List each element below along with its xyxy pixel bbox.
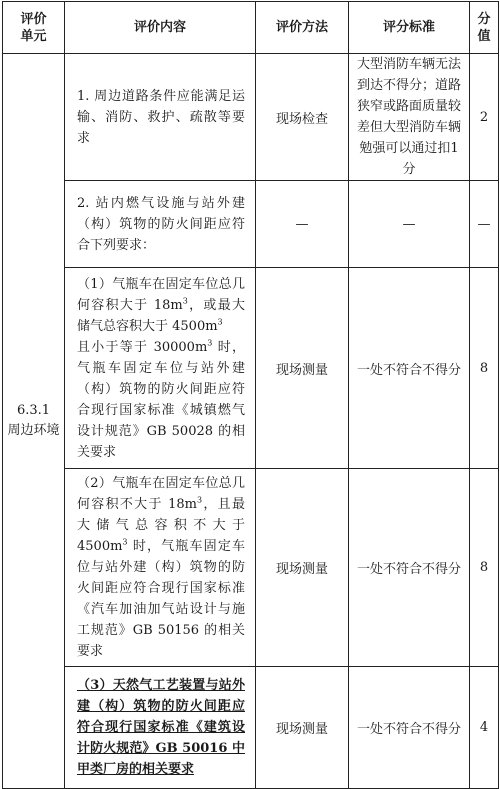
standard-cell: 一处不符合不得分 bbox=[349, 469, 470, 667]
header-standard: 评分标准 bbox=[349, 2, 470, 54]
content-cell: 1. 周边道路条件应能满足运输、消防、救护、疏散等要求 bbox=[65, 54, 256, 181]
method-cell: 现场测量 bbox=[256, 268, 349, 469]
method-cell: 现场测量 bbox=[256, 469, 349, 667]
table-row bbox=[3, 181, 499, 268]
content-text: 且小于等于 30000m bbox=[77, 339, 208, 355]
header-content: 评价内容 bbox=[65, 2, 256, 54]
content-cell bbox=[65, 268, 256, 469]
superscript: 3 bbox=[217, 317, 223, 327]
unit-code: 6.3.1 bbox=[16, 403, 51, 418]
content-cell bbox=[65, 469, 256, 667]
unit-name: 周边环境 bbox=[7, 423, 60, 438]
header-method: 评价方法 bbox=[256, 2, 349, 54]
score-cell: 8 bbox=[470, 268, 499, 469]
content-cell: 2. 站内燃气设施与站外建（构）筑物的防火间距应符合下列要求： bbox=[65, 181, 256, 268]
superscript: 3 bbox=[182, 296, 188, 306]
table-row bbox=[3, 54, 499, 181]
content-text: ，或最大储气总容积大于 4500m bbox=[77, 297, 245, 334]
content-text: （2）气瓶车在固定车位总几何容积不大于 18m bbox=[77, 476, 245, 512]
header-row bbox=[3, 2, 499, 54]
method-cell: — bbox=[256, 181, 349, 268]
score-cell: 2 bbox=[470, 54, 499, 181]
score-cell: — bbox=[470, 181, 499, 268]
unit-cell bbox=[3, 54, 65, 789]
method-cell: 现场测量 bbox=[256, 667, 349, 789]
content-text: ，且最大储气总容积不大于 4500m bbox=[77, 497, 245, 554]
standard-cell: — bbox=[349, 181, 470, 268]
standard-cell: 大型消防车辆无法到达不得分；道路狭窄或路面质量较差但大型消防车辆勉强可以通过扣1分 bbox=[349, 54, 470, 181]
superscript: 3 bbox=[197, 495, 203, 505]
content-text: （1）气瓶车在固定车位总几何容积大于 18m bbox=[77, 276, 245, 313]
standard-cell: 一处不符合不得分 bbox=[349, 268, 470, 469]
table-row bbox=[3, 667, 499, 789]
method-cell: 现场检查 bbox=[256, 54, 349, 181]
content-cell: （3）天然气工艺装置与站外建（构）筑物的防火间距应符合现行国家标准《建筑设计防火规范》GB 50016 中甲类厂房的相关要求 bbox=[65, 667, 256, 789]
score-cell: 8 bbox=[470, 469, 499, 667]
superscript: 3 bbox=[207, 338, 213, 348]
table-row bbox=[3, 268, 499, 469]
header-score: 分值 bbox=[470, 2, 499, 54]
standard-cell: 一处不符合不得分 bbox=[349, 667, 470, 789]
table-row bbox=[3, 469, 499, 667]
score-cell: 4 bbox=[470, 667, 499, 789]
evaluation-table bbox=[2, 1, 499, 789]
content-text: 时，气瓶车固定车位与站外建（构）筑物的防火间距应符合现行国家标准《汽车加油加气站设计与施工规范》GB 50156 的相关要求 bbox=[77, 539, 245, 659]
content-text: 时，气瓶车固定车位与站外建（构）筑物的防火间距应符合现行国家标准《城镇燃气设计规范》GB 50028 的相关要求 bbox=[77, 339, 245, 460]
superscript: 3 bbox=[122, 537, 128, 547]
header-unit: 评价单元 bbox=[3, 2, 65, 54]
